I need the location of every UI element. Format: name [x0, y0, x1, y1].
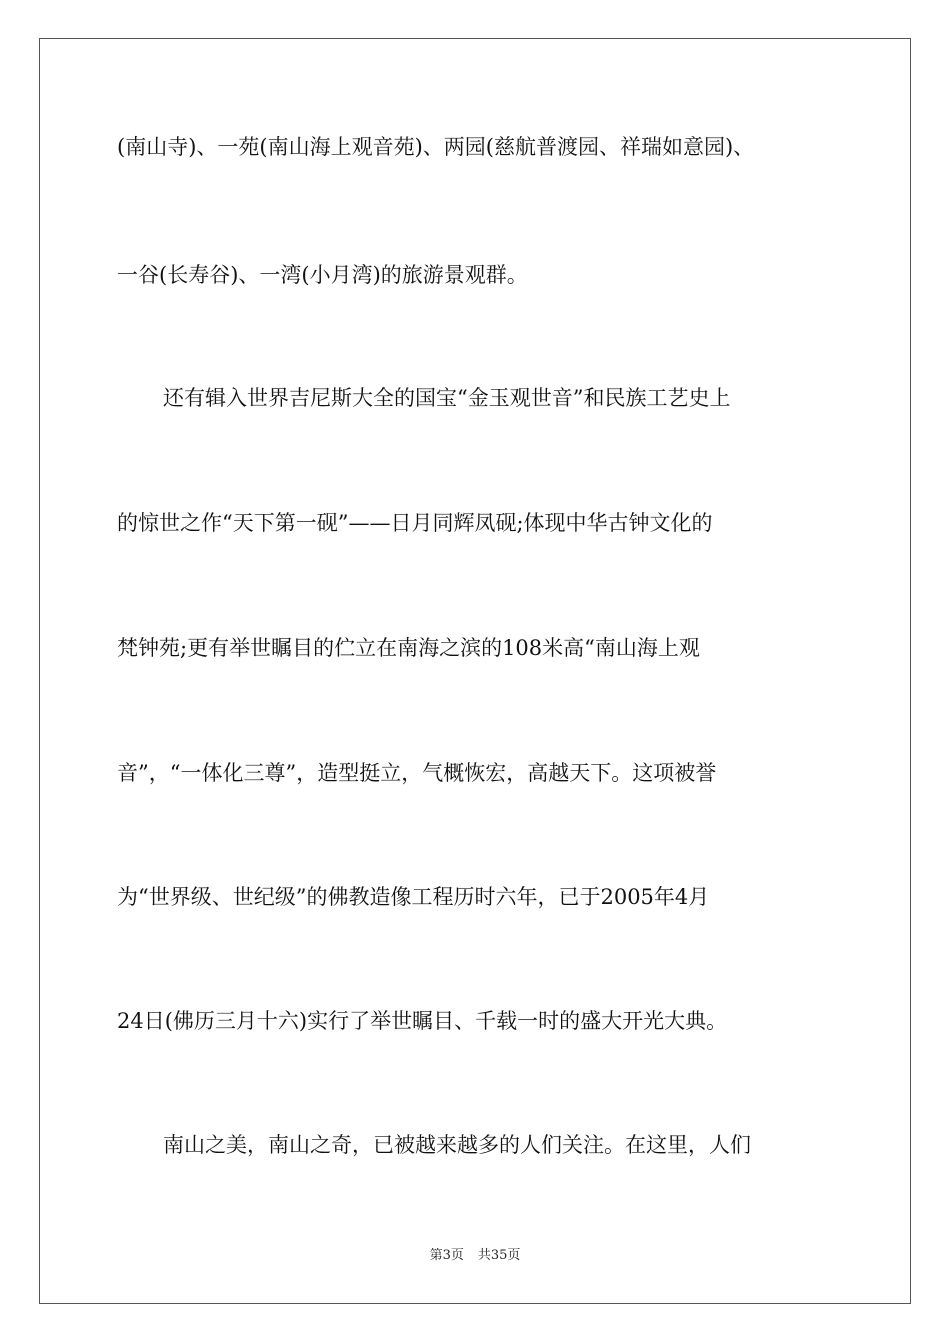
text-line-5: 梵钟苑;更有举世瞩目的伫立在南海之滨的108米高“南山海上观	[117, 636, 700, 660]
text-line-7: 为“世界级、世纪级”的佛教造像工程历时六年，已于2005年4月	[117, 885, 710, 909]
page-border	[39, 38, 911, 1304]
page-total: 共35页	[477, 1248, 521, 1263]
text-line-6: 音”，“一体化三尊”，造型挺立，气概恢宏，高越天下。这项被誉	[117, 761, 717, 785]
paragraph-2-first-line: 还有辑入世界吉尼斯大全的国宝“金玉观世音”和民族工艺史上	[163, 386, 731, 410]
text-line-1: (南山寺)、一苑(南山海上观音苑)、两园(慈航普渡园、祥瑞如意园)、	[117, 135, 755, 159]
text-line-2: 一谷(长寿谷)、一湾(小月湾)的旅游景观群。	[117, 263, 528, 287]
text-line-8: 24日(佛历三月十六)实行了举世瞩目、千载一时的盛大开光大典。	[117, 1009, 728, 1033]
page-footer	[0, 1249, 950, 1262]
paragraph-3-first-line: 南山之美，南山之奇，已被越来越多的人们关注。在这里，人们	[163, 1133, 751, 1157]
page-number: 第3页	[429, 1248, 464, 1263]
text-line-4: 的惊世之作“天下第一砚”——日月同辉凤砚;体现中华古钟文化的	[117, 511, 713, 535]
